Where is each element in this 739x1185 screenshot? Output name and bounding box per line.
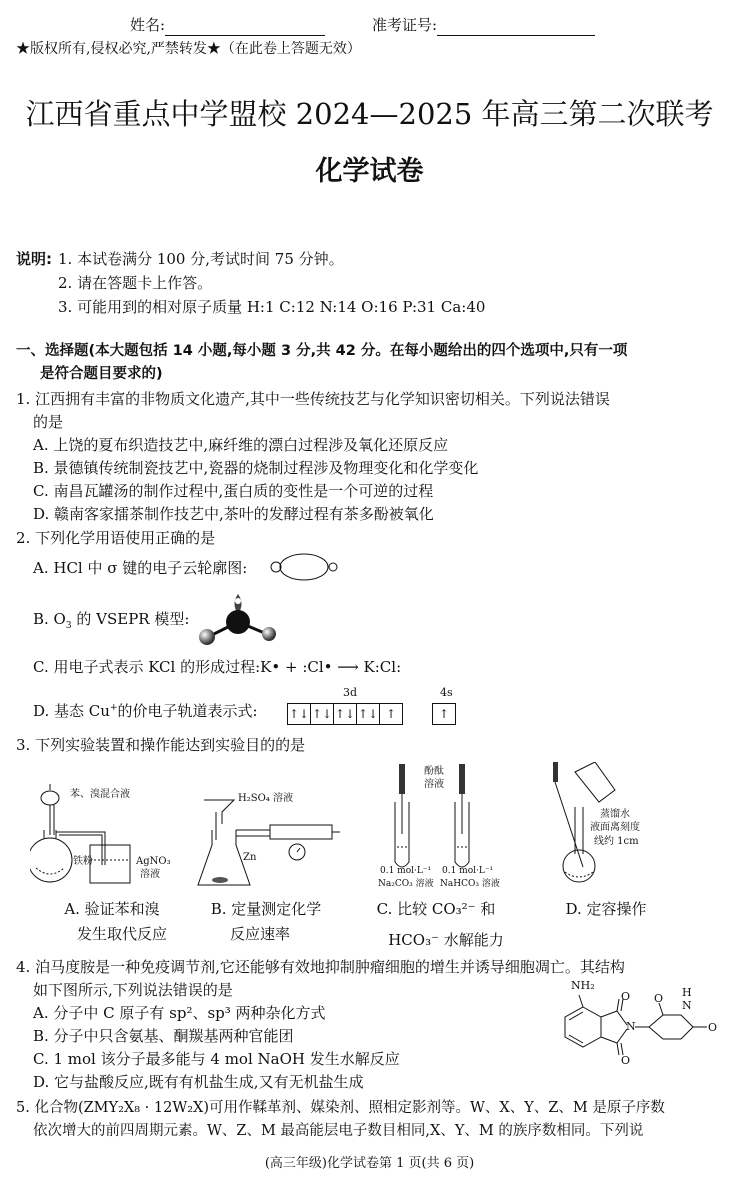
label-4s: 4s	[440, 686, 453, 699]
exam-id-blank	[437, 21, 595, 36]
label-nahco3: NaHCO₃ 溶液	[440, 879, 500, 889]
q4-option-c: C. 1 mol 该分子最多能与 4 mol NaOH 发生水解反应	[33, 1050, 400, 1068]
vsepr-model-diagram	[195, 588, 285, 648]
q3-stem: 3. 下列实验装置和操作能达到实验目的的是	[16, 736, 306, 754]
kcl-electron-formula: K• + :Cl• ⟶ K:Cl:	[260, 658, 402, 676]
label-benzene-bromine: 苯、溴混合液	[70, 789, 130, 800]
label-iron-powder: 铁粉	[73, 856, 93, 867]
label-nahco3-conc: 0.1 mol·L⁻¹	[442, 866, 494, 876]
label-n-2: N	[682, 999, 692, 1012]
label-na2co3: Na₂CO₃ 溶液	[378, 879, 434, 889]
label-solution-a: 溶液	[140, 869, 160, 880]
exam-id-field[interactable]	[372, 14, 595, 36]
q4-stem-2: 如下图所示,下列说法错误的是	[33, 981, 233, 999]
caption-b-1: B. 定量测定化学	[210, 900, 322, 918]
q5-stem-2: 依次增大的前四周期元素。W、Z、M 最高能层电子数目相同,X、Y、M 的族序数相同。下列说	[33, 1123, 644, 1139]
section-heading-2: 是符合题目要求的)	[40, 366, 163, 382]
section-heading: 一、选择题(本大题包括 14 小题,每小题 3 分,共 42 分。在每小题给出的四个选项中,只有一项	[16, 343, 628, 359]
q1-option-c: C. 南昌瓦罐汤的制作过程中,蛋白质的变性是一个可逆的过程	[33, 482, 434, 500]
orbital-4s: ↑	[432, 703, 456, 725]
q4-stem: 4. 泊马度胺是一种免疫调节剂,它还能够有效地抑制肿瘤细胞的增生并诱导细胞凋亡。其结构	[16, 958, 625, 976]
q2-stem: 2. 下列化学用语使用正确的是	[16, 529, 216, 547]
q4-option-a: A. 分子中 C 原子有 sp²、sp³ 两种杂化方式	[33, 1004, 326, 1022]
label-level-2: 线约 1cm	[594, 836, 639, 847]
label-level-1: 液面离刻度	[590, 822, 640, 833]
apparatus-c	[385, 762, 505, 882]
label-h: H	[682, 986, 692, 999]
q4-option-b: B. 分子中只含氨基、酮羰基两种官能团	[33, 1027, 294, 1045]
label-phenolphthalein: 酚酞	[424, 766, 444, 777]
label-na2co3-conc: 0.1 mol·L⁻¹	[380, 866, 432, 876]
caption-c-1: C. 比较 CO₃²⁻ 和	[376, 900, 496, 918]
q1-option-d: D. 赣南客家擂茶制作技艺中,茶叶的发酵过程有茶多酚被氧化	[33, 505, 434, 523]
q2-option-b: B. $O_3$ 的 VSEPR 模型:	[33, 610, 190, 631]
q2-option-c: C. 用电子式表示 KCl 的形成过程:K• + :Cl• ⟶ K:Cl:	[33, 658, 402, 676]
caption-b-2: 反应速率	[229, 925, 290, 943]
notes-label: 说明:	[16, 250, 52, 268]
q5-stem: 5. 化合物(ZMY₂X₈ · 12W₂X)可用作鞣革剂、媒染剂、照相定影剂等。W、X、Y、Z、M 是原子序数	[16, 1100, 665, 1116]
note-2: 2. 请在答题卡上作答。	[58, 274, 213, 292]
label-h2so4: H₂SO₄ 溶液	[238, 793, 293, 804]
name-blank	[165, 21, 325, 36]
q2-option-a: A. HCl 中 σ 键的电子云轮廓图:	[33, 559, 248, 577]
label-o-4: O	[708, 1021, 718, 1034]
sigma-orbital-diagram	[268, 552, 342, 582]
label-o-1: O	[621, 990, 631, 1003]
label-n-1: N	[626, 1020, 636, 1033]
label-nh2: NH₂	[571, 979, 595, 992]
label-distilled-water: 蒸馏水	[600, 809, 630, 820]
q1-stem-2: 的是	[33, 413, 64, 431]
exam-id-label: 准考证号:	[372, 16, 438, 34]
orbital-3d: ↑↓ ↑↓ ↑↓ ↑↓ ↑	[287, 703, 403, 725]
note-3: 3. 可能用到的相对原子质量 H:1 C:12 N:14 O:16 P:31 Ca:40	[58, 298, 486, 316]
page-subtitle: 化学试卷	[315, 156, 424, 187]
q1-option-a: A. 上饶的夏布织造技艺中,麻纤维的漂白过程涉及氧化还原反应	[33, 436, 449, 454]
q2-option-d: D. 基态 Cu+的价电子轨道表示式:	[33, 702, 258, 720]
label-3d: 3d	[343, 686, 358, 699]
apparatus-b	[190, 790, 340, 895]
name-label: 姓名:	[130, 16, 166, 34]
copyright-notice: ★版权所有,侵权必究,严禁转发★（在此卷上答题无效）	[16, 41, 361, 57]
q1-option-b: B. 景德镇传统制瓷技艺中,瓷器的烧制过程涉及物理变化和化学变化	[33, 459, 479, 477]
caption-a-1: A. 验证苯和溴	[64, 900, 160, 918]
name-field[interactable]	[130, 14, 325, 36]
q1-stem: 1. 江西拥有丰富的非物质文化遗产,其中一些传统技艺与化学知识密切相关。下列说法错误	[16, 390, 610, 408]
label-agno3: AgNO₃	[136, 856, 171, 867]
caption-d-1: D. 定容操作	[565, 900, 647, 918]
page-footer: (高三年级)化学试卷第 1 页(共 6 页)	[264, 1156, 475, 1171]
label-zn: Zn	[243, 852, 257, 863]
label-o-3: O	[654, 992, 664, 1005]
page-title: 江西省重点中学盟校 2024—2025 年高三第二次联考	[25, 97, 714, 131]
caption-a-2: 发生取代反应	[76, 925, 167, 943]
label-o-2: O	[621, 1054, 631, 1067]
note-1: 1. 本试卷满分 100 分,考试时间 75 分钟。	[58, 250, 344, 268]
label-indicator-solution: 溶液	[424, 779, 444, 790]
q4-option-d: D. 它与盐酸反应,既有有机盐生成,又有无机盐生成	[33, 1073, 364, 1091]
caption-c-2: HCO₃⁻ 水解能力	[388, 931, 504, 949]
